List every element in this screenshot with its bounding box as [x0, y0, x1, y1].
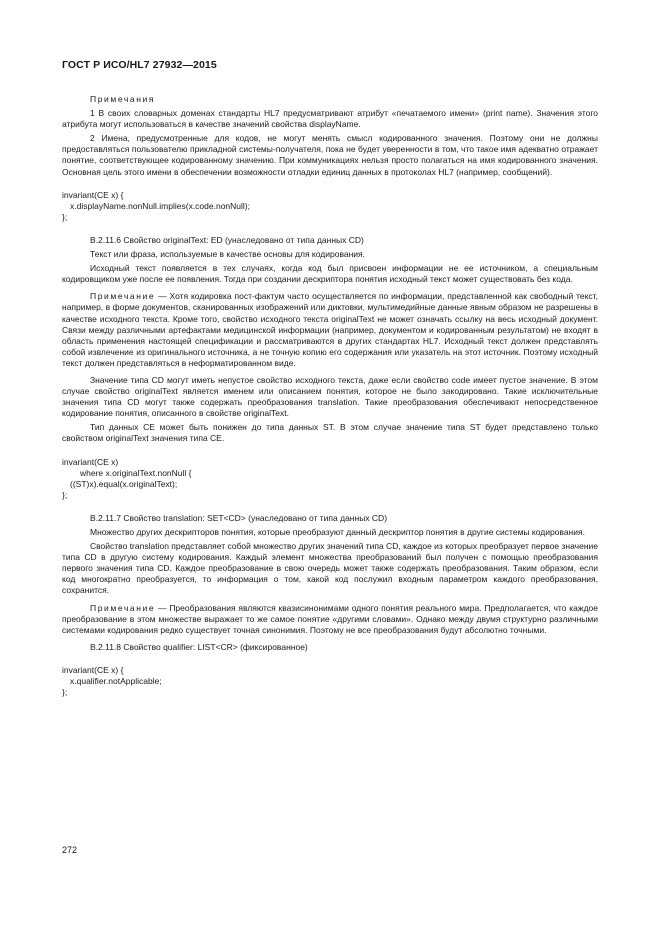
- note-label: Примечание: [90, 291, 156, 302]
- paragraph: Тип данных CE может быть понижен до типа данных ST. В этом случае значение типа ST будет представлено только свойством originalText значения типа CE.: [62, 422, 598, 444]
- paragraph: Исходный текст появляется в тех случаях, когда код был присвоен информации не ее источником, а специальным кодировщиком уже после ее появления. Тогда при создании дескриптора понятия исходный текст может существовать без кода.: [62, 263, 598, 285]
- code-line: where x.originalText.nonNull {: [80, 467, 192, 478]
- page-number: 272: [62, 845, 78, 855]
- note-1: 1 В своих словарных доменах стандарты HL7 предусматривают атрибут «печатаемого имени» (print name). Значения этого атрибута могут использоваться в качестве значений свойства displayName.: [62, 108, 598, 130]
- code-line: };: [62, 687, 68, 698]
- paragraph: Множество других дескрипторов понятия, которые преобразуют данный дескриптор понятия в другие системы кодирования.: [90, 527, 585, 537]
- section-heading-original-text: В.2.11.6 Свойство originalText: ED (унаследовано от типа данных CD): [90, 234, 364, 245]
- note-original-text: [62, 291, 598, 369]
- paragraph: Свойство translation представляет собой множество других значений типа CD, каждое из которых преобразует первое значение типа CD в другую систему кодирования. Каждый элемент множества преобразований был получен с помощью преобразования первого значения типа CD. Каждое преобразование в свою очередь может также содержать преобразования. Таким образом, если код многократно преобразуется, то информация о том, какой код послужил входным параметром каждого преобразования, сохранится.: [62, 541, 598, 596]
- code-line: x.qualifier.notApplicable;: [70, 676, 162, 687]
- note-translation: [62, 603, 598, 636]
- document-header: ГОСТ Р ИСО/HL7 27932—2015: [62, 59, 217, 71]
- code-line: invariant(CE x) {: [62, 189, 124, 200]
- note-label: Примечание: [90, 602, 156, 613]
- code-line: };: [62, 211, 68, 222]
- page-content: [62, 94, 598, 698]
- paragraph: Текст или фраза, используемые в качестве основы для кодирования.: [90, 249, 366, 260]
- code-line: ((ST)x).equal(x.originalText);: [70, 478, 178, 489]
- note-2: 2 Имена, предусмотренные для кодов, не могут менять смысл кодированного значения. Поэтому они не должны предоставляться пользователю прикладной системы-получателя, пока не будет уверенности в том, что такое имя адекватно отражает понятие, соответствующее кодированному значению. При коммуникациях нельзя просто полагаться на имя кодированного значения. Основная цель этого имени в обеспечении возможности отладки единиц данных в протоколах HL7 (например, сообщений).: [62, 133, 598, 177]
- code-line: x.displayName.nonNull.implies(x.code.nonNull);: [70, 200, 250, 211]
- section-heading-translation: В.2.11.7 Свойство translation: SET<CD> (унаследовано от типа данных CD): [90, 512, 388, 523]
- note-text: — Преобразования являются квазисинонимами одного понятия реального мира. Предполагается, что каждое преобразование в этом множестве выражает то же самое понятие «другими словами». Однако между двумя структурно различными системами кодирования редко существует точная синонимия. Поэтому не все преобразования будут абсолютно точными.: [62, 602, 598, 635]
- section-heading-qualifier: В.2.11.8 Свойство qualifier: LIST<CR> (фиксированное): [90, 641, 308, 652]
- code-line: };: [62, 489, 68, 500]
- code-line: invariant(CE x) {: [62, 664, 124, 675]
- code-line: invariant(CE x): [62, 456, 119, 467]
- notes-title: Примечания: [90, 94, 156, 104]
- note-text: — Хотя кодировка пост-фактум часто осуществляется по информации, представленной как свободный текст, например, в форме документов, сканированных изображений или диктовки, мультимедийные данные явным образом не разрешены в качестве исходного текста. Кроме того, свойство исходного текста originalText не может означать ссылку на весь исходный документ. Связи между различными артефактами медицинской информации (например, документом и кодированным результатом) не входят в область применения настоящей спецификации и рассматриваются в других стандартах HL7. Исходный текст должен представлять собой извлечение из оригинального источника, а не точную копию его содержания или указатель на этот источник. Поэтому исходный текст должен представляться в неформатированном виде.: [62, 291, 598, 368]
- paragraph: Значение типа CD могут иметь непустое свойство исходного текста, даже если свойство code имеет пустое значение. В этом случае свойство originalText является именем или описанием понятия, которое не было закодировано. Такие исключительные значения типа CD могут также содержать преобразования translation. Такие преобразования обеспечивают непосредственное кодирование понятия, описанного в свойстве originalText.: [62, 374, 598, 419]
